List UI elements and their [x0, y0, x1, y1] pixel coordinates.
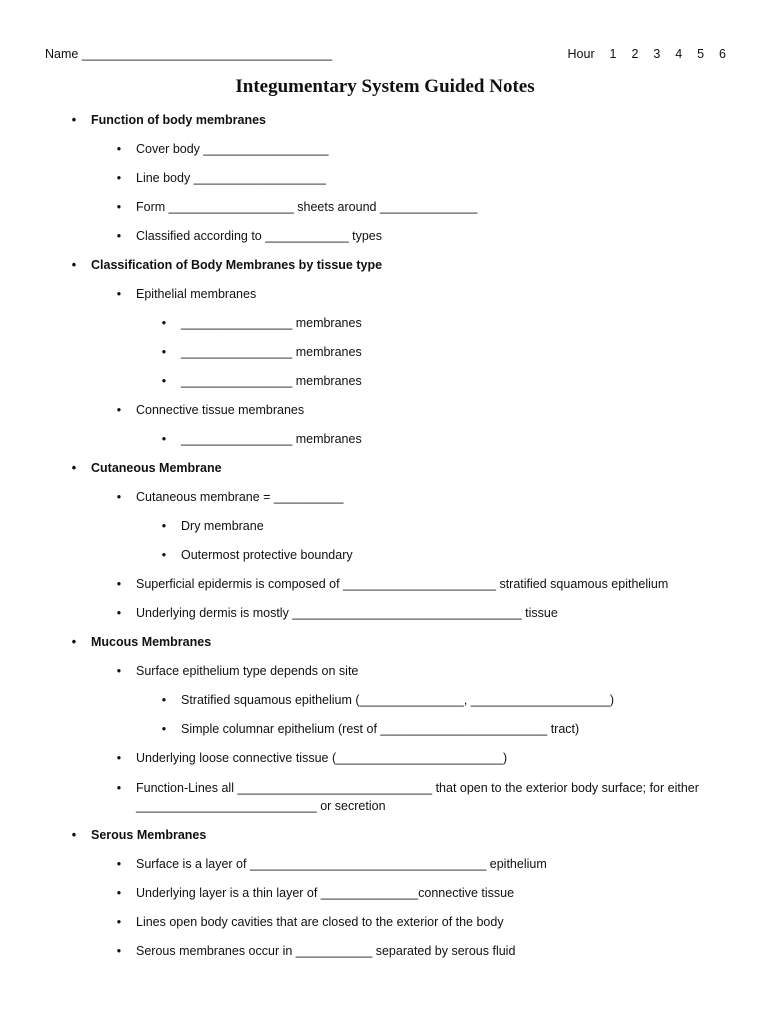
bullet-icon: • — [116, 171, 122, 185]
bullet-icon: • — [161, 693, 167, 707]
header-row — [45, 47, 726, 65]
list-item — [71, 827, 207, 843]
list-item — [161, 344, 362, 360]
list-item-text: ________________ membranes — [181, 345, 362, 359]
list-item-text: Function of body membranes — [91, 113, 267, 127]
list-item-text: Serous Membranes — [91, 828, 207, 842]
hour-field: Hour 1 2 3 4 5 6 — [567, 47, 726, 61]
bullet-icon: • — [71, 461, 77, 475]
list-item — [116, 943, 516, 959]
list-item — [116, 228, 383, 244]
list-item — [116, 885, 515, 901]
list-item-text: Underlying loose connective tissue (________________________) — [136, 751, 508, 765]
list-item-text: Lines open body cavities that are closed to the exterior of the body — [136, 915, 504, 929]
list-item — [116, 286, 257, 302]
list-item — [71, 460, 222, 476]
bullet-icon: • — [161, 722, 167, 736]
list-item-text: Mucous Membranes — [91, 635, 212, 649]
bullet-icon: • — [116, 403, 122, 417]
bullet-icon: • — [116, 490, 122, 504]
list-item-text: ________________ membranes — [181, 316, 362, 330]
list-item-text: Classification of Body Membranes by tissue type — [91, 258, 383, 272]
list-item-text: Line body ___________________ — [136, 171, 326, 185]
bullet-icon: • — [71, 258, 77, 272]
bullet-icon: • — [71, 635, 77, 649]
list-item — [71, 634, 212, 650]
list-item-text: Simple columnar epithelium (rest of ________________________ tract) — [181, 722, 580, 736]
list-item-text: Outermost protective boundary — [181, 548, 353, 562]
bullet-icon: • — [161, 519, 167, 533]
list-item — [161, 692, 614, 708]
list-item-text: Cutaneous Membrane — [91, 461, 222, 475]
bullet-icon: • — [116, 200, 122, 214]
page-title: Integumentary System Guided Notes — [235, 76, 535, 97]
list-item-text: Form __________________ sheets around ______________ — [136, 200, 478, 214]
list-item — [116, 489, 344, 505]
list-item-text: Underlying layer is a thin layer of ______________connective tissue — [136, 886, 515, 900]
list-item — [116, 605, 558, 621]
bullet-icon: • — [116, 781, 122, 795]
list-item-text: Stratified squamous epithelium (_______________, ____________________) — [181, 693, 614, 707]
list-item — [161, 721, 580, 737]
list-item — [71, 112, 267, 128]
list-item-text: ________________ membranes — [181, 432, 362, 446]
list-item — [116, 170, 326, 186]
list-item-text: Surface epithelium type depends on site — [136, 664, 359, 678]
bullet-icon: • — [116, 229, 122, 243]
list-item-text: Serous membranes occur in ___________ separated by serous fluid — [136, 944, 516, 958]
list-item — [116, 779, 726, 815]
bullet-icon: • — [161, 316, 167, 330]
list-item-text: Dry membrane — [181, 519, 264, 533]
list-item-text: Function-Lines all ____________________________ that open to the exterior body surface; for either __________________________ or secretion — [136, 781, 699, 813]
list-item — [116, 199, 478, 215]
list-item — [161, 315, 362, 331]
list-item — [116, 914, 504, 930]
list-item — [161, 547, 353, 563]
bullet-icon: • — [71, 828, 77, 842]
list-item-text: Cutaneous membrane = __________ — [136, 490, 344, 504]
bullet-icon: • — [116, 606, 122, 620]
list-item-text: Underlying dermis is mostly _________________________________ tissue — [136, 606, 558, 620]
bullet-icon: • — [116, 287, 122, 301]
bullet-icon: • — [116, 142, 122, 156]
list-item — [116, 402, 305, 418]
list-item — [161, 431, 362, 447]
list-item — [71, 257, 383, 273]
list-item-text: Superficial epidermis is composed of ______________________ stratified squamous epithelium — [136, 577, 669, 591]
list-item — [116, 576, 669, 592]
list-item-text: Connective tissue membranes — [136, 403, 305, 417]
bullet-icon: • — [116, 751, 122, 765]
list-item — [161, 518, 264, 534]
bullet-icon: • — [161, 548, 167, 562]
list-item — [116, 750, 508, 766]
bullet-icon: • — [161, 432, 167, 446]
list-item-text: Epithelial membranes — [136, 287, 257, 301]
bullet-icon: • — [116, 577, 122, 591]
bullet-icon: • — [116, 915, 122, 929]
list-item — [116, 141, 329, 157]
bullet-icon: • — [71, 113, 77, 127]
list-item-text: Cover body __________________ — [136, 142, 329, 156]
list-item — [116, 663, 359, 679]
name-field: Name ____________________________________ — [45, 47, 333, 61]
bullet-icon: • — [116, 857, 122, 871]
list-item — [116, 856, 547, 872]
list-item-text: Classified according to ____________ types — [136, 229, 383, 243]
list-item-text: Surface is a layer of __________________________________ epithelium — [136, 857, 547, 871]
bullet-icon: • — [161, 345, 167, 359]
bullet-icon: • — [116, 944, 122, 958]
list-item-text: ________________ membranes — [181, 374, 362, 388]
bullet-icon: • — [161, 374, 167, 388]
bullet-icon: • — [116, 886, 122, 900]
list-item — [161, 373, 362, 389]
bullet-icon: • — [116, 664, 122, 678]
